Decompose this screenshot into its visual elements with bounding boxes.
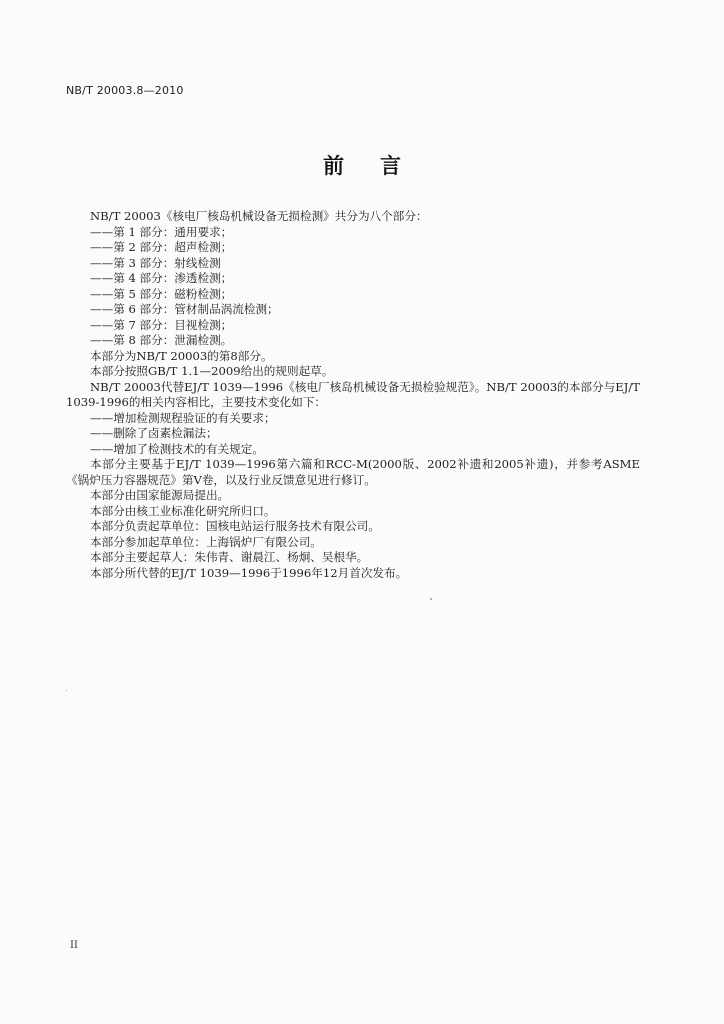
list-item-part-8: ——第 8 部分：泄漏检测。 xyxy=(90,333,233,347)
list-item-part-3: ——第 3 部分：射线检测 xyxy=(90,255,221,270)
scan-speck xyxy=(430,598,432,600)
paragraph-centralized-by: 本部分由核工业标准化研究所归口。 xyxy=(90,503,276,518)
paragraph-main-drafters: 本部分主要起草人：朱伟青、谢晨江、杨炯、吴根华。 xyxy=(90,550,369,564)
list-item-part-2: ——第 2 部分：超声检测； xyxy=(90,240,233,254)
paragraph-participating-drafter: 本部分参加起草单位：上海锅炉厂有限公司。 xyxy=(90,534,322,549)
list-item-change-2: ——删除了卤素检漏法； xyxy=(90,426,218,440)
paragraph-responsible-drafter: 本部分负责起草单位：国核电站运行服务技术有限公司。 xyxy=(90,519,380,533)
paragraph-drafting-rules: 本部分按照GB/T 1.1—2009给出的规则起草。 xyxy=(90,364,334,378)
paragraph-replacement: NB/T 20003代替EJ/T 1039—1996《核电厂核岛机械设备无损检验规范》。NB/T 20003的本部分与EJ/T 1039-1996的相关内容相比，主要技术变化如下： xyxy=(66,379,640,409)
document-body xyxy=(66,209,640,581)
page-number: II xyxy=(70,940,78,951)
paragraph-basis: 本部分主要基于EJ/T 1039—1996第六篇和RCC-M(2000版、2002补遗和2005补遗)，并参考ASME《锅炉压力容器规范》第V卷，以及行业反馈意见进行修订。 xyxy=(66,457,640,487)
scan-speck xyxy=(66,690,67,691)
list-item-part-4: ——第 4 部分：渗透检测； xyxy=(90,271,233,285)
list-item-part-5: ——第 5 部分：磁粉检测； xyxy=(90,286,233,301)
paragraph-proposer: 本部分由国家能源局提出。 xyxy=(90,488,230,502)
paragraph-first-issue: 本部分所代替的EJ/T 1039—1996于1996年12月首次发布。 xyxy=(90,565,408,580)
list-item-part-1: ——第 1 部分：通用要求； xyxy=(90,224,233,239)
page-title: 前言 xyxy=(323,154,437,178)
list-item-change-1: ——增加检测规程验证的有关要求； xyxy=(90,410,276,425)
paragraph-part-scope: 本部分为NB/T 20003的第8部分。 xyxy=(90,348,273,363)
header-standard-number: NB/T 20003.8—2010 xyxy=(66,84,184,97)
paragraph-intro: NB/T 20003《核电厂核岛机械设备无损检测》共分为八个部分： xyxy=(90,209,428,223)
list-item-part-6: ——第 6 部分：管材制品涡流检测； xyxy=(90,302,279,316)
list-item-part-7: ——第 7 部分：目视检测； xyxy=(90,317,233,332)
list-item-change-3: ——增加了检测技术的有关规定。 xyxy=(90,441,264,456)
